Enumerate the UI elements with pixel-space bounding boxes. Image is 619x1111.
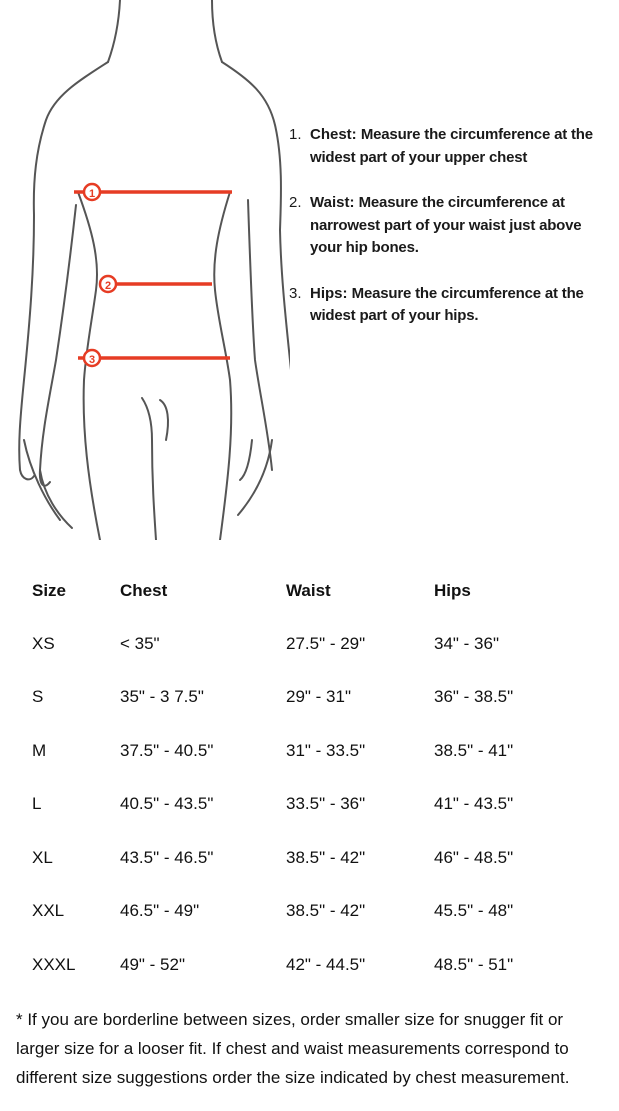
crotch-line (142, 398, 156, 540)
left-arm-outer (19, 62, 108, 479)
header-chest: Chest (120, 581, 168, 600)
cell-chest: 40.5" - 43.5" (120, 794, 214, 814)
cell-chest: 49" - 52" (120, 954, 185, 974)
cell-size: M (32, 740, 47, 760)
cell-hips: 48.5" - 51" (434, 954, 514, 974)
cell-hips: 36" - 38.5" (434, 687, 514, 707)
cell-chest: 46.5" - 49" (120, 901, 200, 921)
table-row (14, 938, 574, 992)
header-waist: Waist (286, 581, 331, 600)
cell-size: S (32, 687, 44, 707)
cell-waist: 42" - 44.5" (286, 954, 366, 974)
cell-size: XL (32, 847, 53, 867)
cell-chest: 43.5" - 46.5" (120, 847, 214, 867)
sizing-footnote: * If you are borderline between sizes, order smaller size for snugger fit or larger size for a looser fit. If chest and waist measurements correspond to different size suggestions order the size indicated by chest measurement. (16, 1010, 570, 1087)
table-row (14, 671, 574, 725)
table-row (14, 778, 574, 832)
cell-size: XXXL (32, 954, 76, 974)
size-chart-table (14, 565, 574, 992)
cell-size: XXL (32, 901, 65, 921)
cell-hips: 38.5" - 41" (434, 740, 514, 760)
instruction-text: Measure the circumference at narrowest part of your waist just above your hip bones. (310, 194, 582, 256)
instruction-label: Hips: (310, 284, 348, 302)
cell-hips: 34" - 36" (434, 633, 499, 653)
waist-marker-number: 2 (104, 280, 112, 292)
cell-waist: 38.5" - 42" (286, 901, 366, 921)
instruction-text: Measure the circumference at the widest part of your upper chest (310, 126, 593, 166)
neck-right-outline (212, 0, 222, 62)
cell-waist: 33.5" - 36" (286, 794, 366, 814)
neck-left-outline (108, 0, 120, 62)
table-row (14, 724, 574, 778)
cell-hips: 45.5" - 48" (434, 901, 514, 921)
instruction-label: Chest: (310, 126, 357, 143)
cell-size: L (32, 794, 42, 814)
left-hand (40, 470, 72, 528)
cell-hips: 41" - 43.5" (434, 794, 514, 814)
table-header-row (14, 565, 574, 617)
cell-chest: 37.5" - 40.5" (120, 740, 214, 760)
cell-waist: 29" - 31" (286, 687, 351, 707)
instruction-chest (289, 124, 609, 169)
instruction-text: Measure the circumference at the widest part of your hips. (310, 284, 584, 324)
cell-waist: 38.5" - 42" (286, 847, 366, 867)
cell-waist: 27.5" - 29" (286, 633, 366, 653)
right-finger (240, 440, 252, 480)
hips-marker-number: 3 (88, 354, 96, 366)
header-size: Size (32, 581, 67, 600)
measurement-instructions (289, 124, 609, 351)
cell-hips: 46" - 48.5" (434, 847, 514, 867)
table-row (14, 885, 574, 939)
right-arm-outer (222, 62, 290, 380)
cell-chest: < 35" (120, 633, 160, 653)
instruction-label: Waist: (310, 194, 355, 211)
body-measurement-diagram (0, 0, 619, 540)
instruction-hips (289, 283, 609, 328)
crotch-right (160, 400, 168, 440)
torso-right-side (214, 192, 231, 540)
body-outline-figure (0, 0, 290, 540)
cell-waist: 31" - 33.5" (286, 740, 366, 760)
instruction-number: 3. (289, 284, 302, 302)
table-row (14, 831, 574, 885)
header-hips: Hips (434, 581, 471, 600)
table-row (14, 617, 574, 671)
cell-chest: 35" - 3 7.5" (120, 687, 204, 707)
chest-marker-number: 1 (88, 188, 96, 200)
cell-size: XS (32, 633, 55, 653)
instruction-number: 1. (289, 126, 302, 143)
left-arm-inner (40, 205, 76, 486)
right-arm-inner (248, 200, 272, 470)
instruction-waist (289, 192, 609, 260)
instruction-number: 2. (289, 194, 302, 211)
